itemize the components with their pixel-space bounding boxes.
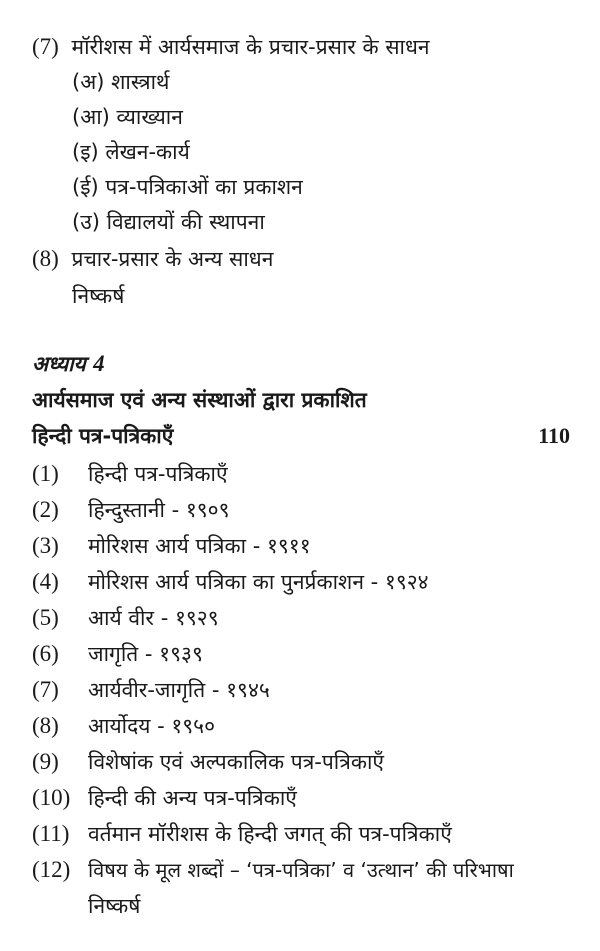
item-number: (11): [32, 821, 70, 846]
item-text: हिन्दी पत्र-पत्रिकाएँ: [88, 462, 228, 486]
section-8-conclusion: निष्कर्ष: [72, 284, 125, 308]
chapter-label-word: अध्याय: [32, 352, 86, 376]
item-number: (8): [32, 713, 59, 738]
list-item: [32, 784, 297, 812]
list-item: [32, 460, 228, 488]
list-item: [32, 820, 452, 848]
item-number: (10): [32, 785, 71, 810]
section-7-subitem-u: (उ) विद्यालयों की स्थापना: [72, 210, 265, 234]
item-text: विशेषांक एवं अल्पकालिक पत्र-पत्रिकाएँ: [88, 750, 385, 774]
chapter-conclusion: निष्कर्ष: [88, 894, 141, 918]
section-8-number: (8): [32, 246, 59, 271]
section-7-title: मॉरीशस में आर्यसमाज के प्रचार-प्रसार के साधन: [71, 35, 430, 59]
section-7-subitem-i: (इ) लेखन-कार्य: [72, 140, 190, 164]
item-number: (1): [32, 461, 59, 486]
item-text: जागृति - १९३९: [88, 642, 203, 666]
item-number: (12): [32, 857, 71, 882]
item-number: (7): [32, 677, 59, 702]
section-7-heading: [32, 33, 430, 61]
list-item: [32, 532, 311, 560]
list-item: [32, 676, 270, 704]
item-number: (9): [32, 749, 59, 774]
list-item: [32, 856, 514, 884]
section-7-number: (7): [32, 34, 59, 59]
item-number: (4): [32, 569, 59, 594]
item-text: हिन्दी की अन्य पत्र-पत्रिकाएँ: [88, 786, 297, 810]
list-item: [32, 748, 385, 776]
item-number: (3): [32, 533, 59, 558]
list-item: [32, 568, 429, 596]
item-number: (2): [32, 497, 59, 522]
item-text: आर्योदय - १९५०: [88, 714, 216, 738]
section-7-subitem-a: (अ) शास्त्रार्थ: [72, 70, 170, 94]
list-item: [32, 640, 203, 668]
item-number: (6): [32, 641, 59, 666]
item-text: मोरिशस आर्य पत्रिका - १९११: [88, 534, 311, 558]
list-item: [32, 496, 230, 524]
item-text: आर्य वीर - १९२९: [88, 606, 219, 630]
section-8-title: प्रचार-प्रसार के अन्य साधन: [71, 247, 274, 271]
chapter-page-number: 110: [538, 423, 570, 448]
item-text: मोरिशस आर्य पत्रिका का पुनर्प्रकाशन - १९२४: [88, 570, 429, 594]
item-number: (5): [32, 605, 59, 630]
chapter-title-line1: आर्यसमाज एवं अन्य संस्थाओं द्वारा प्रकाशित: [32, 388, 367, 412]
chapter-title-line2: हिन्दी पत्र-पत्रिकाएँ: [32, 424, 174, 448]
chapter-number: 4: [93, 351, 105, 376]
chapter-label: [32, 350, 105, 378]
list-item: [32, 712, 216, 740]
list-item: [32, 604, 219, 632]
item-text: वर्तमान मॉरीशस के हिन्दी जगत् की पत्र-पत्रिकाएँ: [88, 822, 452, 846]
section-7-subitem-aa: (आ) व्याख्यान: [72, 105, 183, 129]
item-text: विषय के मूल शब्दों – ‘पत्र-पत्रिका’ व ‘उत्थान’ की परिभाषा: [88, 858, 514, 882]
section-7-subitem-ii: (ई) पत्र-पत्रिकाओं का प्रकाशन: [72, 175, 303, 199]
section-8-heading: [32, 245, 273, 273]
item-text: आर्यवीर-जागृति - १९४५: [88, 678, 270, 702]
item-text: हिन्दुस्तानी - १९०९: [88, 498, 230, 522]
